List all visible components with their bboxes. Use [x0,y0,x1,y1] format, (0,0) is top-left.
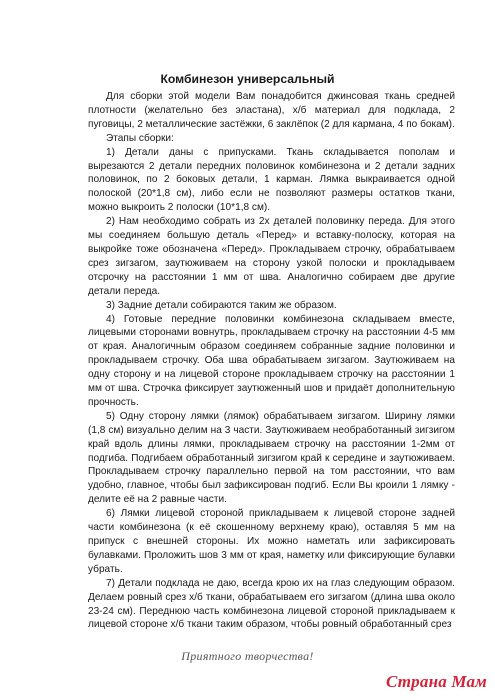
watermark-logo: Страна Мам [385,672,487,691]
paragraph-step-3: 3) Задние детали собираются таким же образом. [106,299,337,311]
paragraph-step-1: 1) Детали даны с припусками. Ткань складывается пополам и вырезаются 2 детали передних половинок комбинезона и 2 детали задних половинок, по 2 боковых детали, 1 карман. Лямка выкраивается одной полоской (20*1,8 см), либо если не позволяют размеры остатков ткани, можно выкроить 2 полоски (10*1,8 см). [88,146,455,214]
paragraph-intro: Для сборки этой модели Вам понадобится джинсовая ткань средней плотности (желательно без эластана), х/б материал для подклада, 2 пуговицы, 2 металлические застёжки, 6 заклёпок (2 для кармана, 4 по бокам). [88,91,455,130]
paragraph-step-2: 2) Нам необходимо собрать из 2х деталей половинку переда. Для этого мы соединяем большую деталь «Перед» и вставку-полоску, которая на выкройке тоже обозначена «Перед». Прокладываем строчку, обрабатываем срез зигзагом, заутюживаем на сторону узкой полоски и прокладываем отсрочку на расстоянии 1 мм от шва. Аналогично собираем две другие детали переда. [88,216,455,297]
paragraph-step-5: 5) Одну сторону лямки (лямок) обрабатываем зигзагом. Ширину лямки (1,8 см) визуально делим на 3 части. Заутюживаем необработанный зигзигом край вдоль длины лямки, прокладываем строчку на расстоянии 1-2мм от подгиба. Подгибаем обработанный зигзигом край к середине и заутюживаем. Прокладываем строчку параллельно первой на том расстоянии, что вам удобно, главное, чтобы был зафиксирован подгиб. Если Вы кроили 1 лямку - делите её на 2 равные части. [88,410,455,506]
paragraph-steps-heading: Этапы сборки: [106,132,174,144]
paragraph-step-6: 6) Лямки лицевой стороной прикладываем к лицевой стороне задней части комбинезона (к её скошенному верхнему краю), оставляя 5 мм на припуск с внешней стороны. Их можно наметать или зафиксировать булавками. Проложить шов 3 мм от края, наметку или фиксирующие булавки убрать. [88,508,455,575]
page-title: Комбинезон универсальный [160,72,335,86]
document-body [88,90,455,632]
paragraph-step-4: 4) Готовые передние половинки комбинезона складываем вместе, лицевыми сторонами вовнутрь, прокладываем строчку на расстоянии 4-5 мм от края. Аналогичным образом соединяем собранные задние половинки и прокладываем строчку. Оба шва обрабатываем зигзагом. Заутюживаем на одну сторону и на лицевой стороне прокладываем строчку на расстоянии 1 мм от шва. Строчка фиксирует заутюженный шов и придаёт дополнительную прочность. [88,313,455,408]
paragraph-step-7: 7) Детали подклада не даю, всегда крою их на глаз следующим образом. Делаем ровный срез х/б ткани, обрабатываем его зигзагом (длина шва около 23-24 см). Переднюю часть комбинезона лицевой стороной прикладываем к лицевой стороне х/б ткани таким образом, чтобы ровный обработанный срез [88,577,455,631]
footer-signature: Приятного творчества! [181,649,314,663]
